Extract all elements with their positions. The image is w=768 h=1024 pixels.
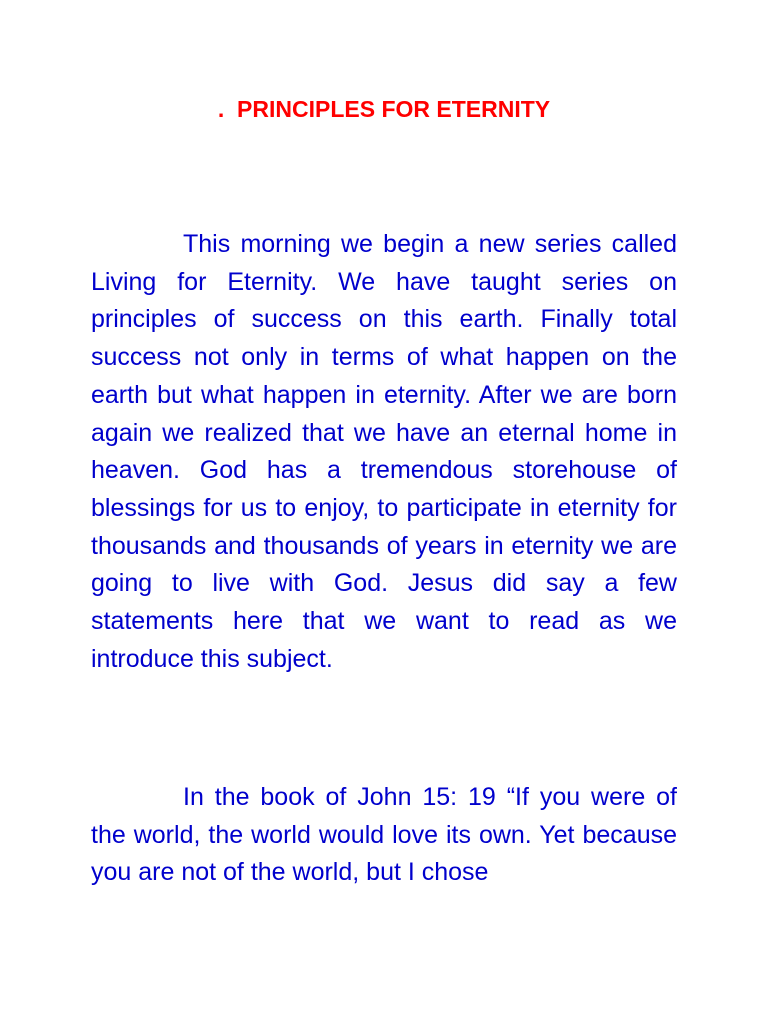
body-paragraph-2: In the book of John 15: 19 “If you were of the world, the world would love its own. Yet because you are not of the world, but I chose xyxy=(91,783,677,887)
document-title: . PRINCIPLES FOR ETERNITY xyxy=(217,96,551,122)
body-paragraph-1: This morning we begin a new series called Living for Eternity. We have taught series on principles of success on this earth. Finally total success not only in terms of what happen on the earth but what happen in eternity. After we are born again we realized that we have an eternal home in heaven. God has a tremendous storehouse of blessings for us to enjoy, to participate in eternity for thousands and thousands of years in eternity we are going to live with God. Jesus did say a few statements here that we want to read as we introduce this subject. xyxy=(91,230,677,673)
